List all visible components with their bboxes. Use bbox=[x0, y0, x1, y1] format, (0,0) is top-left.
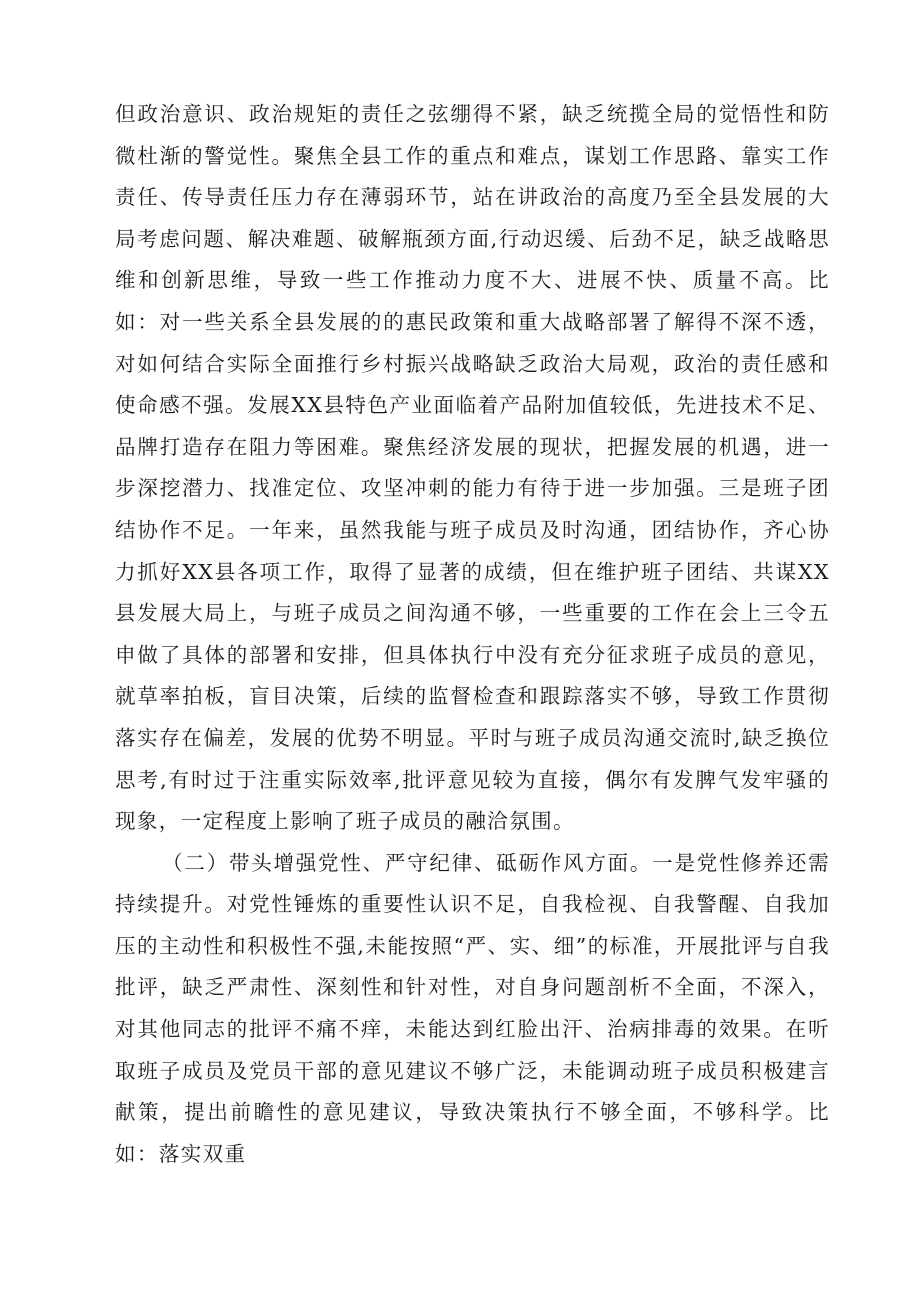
paragraph-1: 但政治意识、政治规矩的责任之弦绷得不紧，缺乏统揽全局的觉悟性和防微杜渐的警觉性。聚焦全县工作的重点和难点，谋划工作思路、靠实工作责任、传导责任压力存在薄弱环节，站在讲政治的高度乃至全县发展的大局考虑问题、解决难题、破解瓶颈方面,行动迟缓、后劲不足，缺乏战略思维和创新思维，导致一些工作推动力度不大、进展不快、质量不高。比如：对一些关系全县发展的的惠民政策和重大战略部署了解得不深不透，对如何结合实际全面推行乡村振兴战略缺乏政治大局观，政治的责任感和使命感不强。发展XX县特色产业面临着产品附加值较低，先进技术不足、品牌打造存在阻力等困难。聚焦经济发展的现状，把握发展的机遇，进一步深挖潜力、找准定位、攻坚冲刺的能力有待于进一步加强。三是班子团结协作不足。一年来，虽然我能与班子成员及时沟通，团结协作，齐心协力抓好XX县各项工作，取得了显著的成绩，但在维护班子团结、共谋XX县发展大局上，与班子成员之间沟通不够，一些重要的工作在会上三令五申做了具体的部署和安排，但具体执行中没有充分征求班子成员的意见，就草率拍板，盲目决策，后续的监督检查和跟踪落实不够，导致工作贯彻落实存在偏差，发展的优势不明显。平时与班子成员沟通交流时,缺乏换位思考,有时过于注重实际效率,批评意见较为直接，偶尔有发脾气发牢骚的现象，一定程度上影响了班子成员的融洽氛围。 bbox=[115, 102, 830, 834]
paragraph-2: （二）带头增强党性、严守纪律、砥砺作风方面。一是党性修养还需持续提升。对党性锤炼的重要性认识不足，自我检视、自我警醒、自我加压的主动性和积极性不强,未能按照“严、实、细”的标准，开展批评与自我批评，缺乏严肃性、深刻性和针对性，对自身问题剖析不全面，不深入，对其他同志的批评不痛不痒，未能达到红脸出汗、治病排毒的效果。在听取班子成员及党员干部的意见建议不够广泛，未能调动班子成员积极建言献策，提出前瞻性的意见建议，导致决策执行不够全面，不够科学。比如：落实双重 bbox=[115, 850, 830, 1166]
document-body bbox=[115, 94, 830, 1175]
